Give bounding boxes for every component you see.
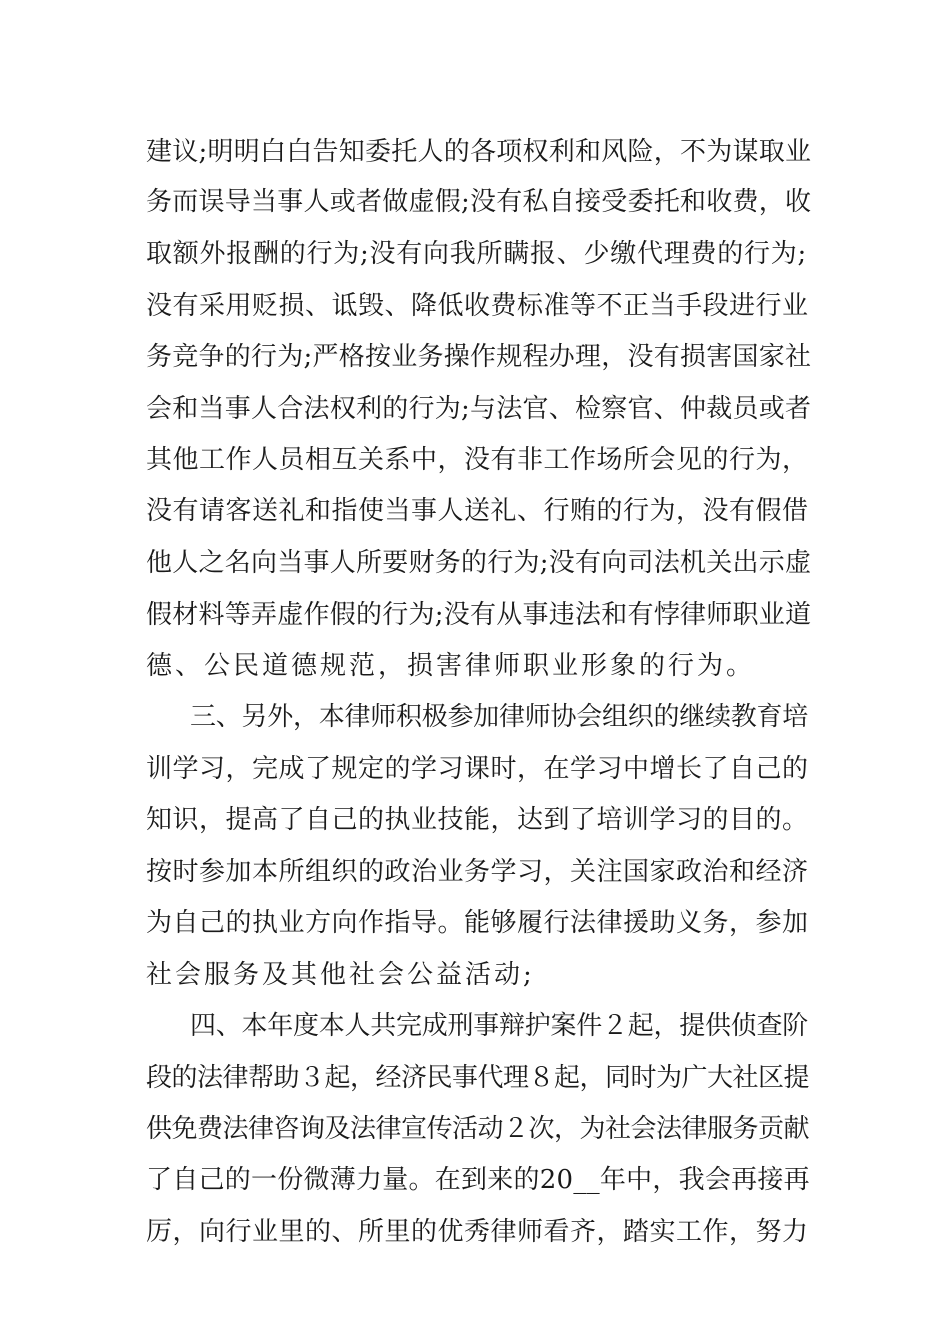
text-line: 务竞争的行为;严格按业务操作规程办理，没有损害国家社 bbox=[146, 342, 812, 372]
text-line: 建议;明明白白告知委托人的各项权利和风险，不为谋取业 bbox=[146, 137, 812, 167]
text-line: 没有采用贬损、诋毁、降低收费标准等不正当手段进行业 bbox=[146, 291, 809, 321]
text-line: 会和当事人合法权利的行为;与法官、检察官、仲裁员或者 bbox=[146, 394, 812, 424]
paragraph-first-line: 三、另外，本律师积极参加律师协会组织的继续教育培 bbox=[190, 702, 809, 732]
text-line: 了自己的一份微薄力量。在到来的20__年中，我会再接再 bbox=[146, 1165, 810, 1195]
text-line: 厉，向行业里的、所里的优秀律师看齐，踏实工作，努力 bbox=[146, 1217, 809, 1247]
text-line: 段的法律帮助３起，经济民事代理８起，同时为广大社区提 bbox=[146, 1063, 810, 1093]
text-line: 社会服务及其他社会公益活动; bbox=[146, 960, 535, 990]
text-line: 德、公民道德规范，损害律师职业形象的行为。 bbox=[146, 651, 756, 681]
text-line: 取额外报酬的行为;没有向我所瞒报、少缴代理费的行为; bbox=[146, 239, 808, 269]
paragraph-first-line: 四、本年度本人共完成刑事辩护案件２起，提供侦查阶 bbox=[190, 1011, 809, 1041]
text-line: 按时参加本所组织的政治业务学习，关注国家政治和经济 bbox=[146, 857, 809, 887]
text-line: 假材料等弄虚作假的行为;没有从事违法和有悖律师职业道 bbox=[146, 600, 812, 630]
text-line: 知识，提高了自己的执业技能，达到了培训学习的目的。 bbox=[146, 805, 809, 835]
text-line: 其他工作人员相互关系中，没有非工作场所会见的行为， bbox=[146, 445, 809, 475]
text-line: 务而误导当事人或者做虚假;没有私自接受委托和收费，收 bbox=[146, 187, 812, 217]
text-line: 供免费法律咨询及法律宣传活动２次，为社会法律服务贡献 bbox=[146, 1114, 810, 1144]
text-line: 没有请客送礼和指使当事人送礼、行贿的行为，没有假借 bbox=[146, 496, 809, 526]
text-line: 他人之名向当事人所要财务的行为;没有向司法机关出示虚 bbox=[146, 548, 812, 578]
text-line: 训学习，完成了规定的学习课时，在学习中增长了自己的 bbox=[146, 754, 809, 784]
text-line: 为自己的执业方向作指导。能够履行法律援助义务，参加 bbox=[146, 908, 809, 938]
